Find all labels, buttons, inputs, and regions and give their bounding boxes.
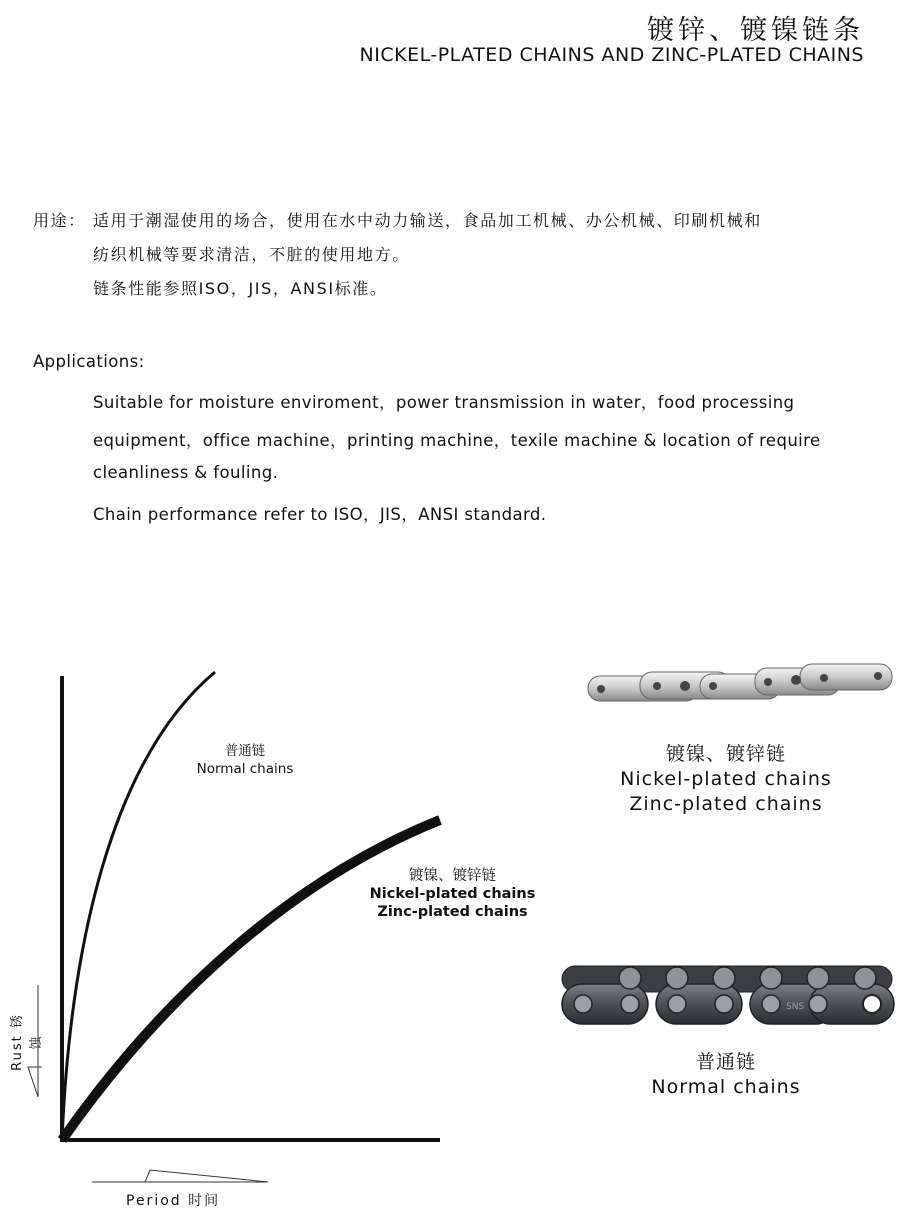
usage-label-cn: 用途： (33, 211, 86, 230)
applications-line-3: cleanliness & fouling. (93, 463, 279, 482)
usage-text-line-2: 纺织机械等要求清洁，不脏的使用地方。 (93, 245, 410, 264)
usage-text-line-1: 适用于潮湿使用的场合，使用在水中动力输送，食品加工机械、办公机械、印刷机械和 (93, 211, 762, 230)
page-title-en: NICKEL-PLATED CHAINS AND ZINC-PLATED CHAINS (359, 44, 864, 66)
plated-caption-en-1: Nickel-plated chains (620, 768, 832, 790)
x-axis-label: Period 时间 (126, 1193, 221, 1209)
applications-line-1: Suitable for moisture enviroment，power transmission in water，food processing (93, 393, 795, 412)
series-normal-label-en: Normal chains (196, 761, 294, 777)
series-normal-label-cn: 普通链 (224, 743, 266, 759)
y-axis-label: Rust 锈蚀 (10, 1013, 44, 1071)
series-plated-label-en-1: Nickel-plated chains (369, 886, 536, 902)
roller-chain-mark: SNS (786, 1002, 805, 1012)
plated-caption-cn: 镀镍、镀锌链 (665, 743, 786, 765)
normal-chain-caption (606, 1050, 846, 1100)
normal-caption-cn: 普通链 (695, 1051, 756, 1073)
series-plated-label-en-2: Zinc-plated chains (377, 904, 528, 920)
series-plated-label-cn: 镀镍、镀锌链 (409, 868, 496, 884)
plated-caption-en-2: Zinc-plated chains (629, 793, 823, 815)
page-title-cn: 镀锌、镀镍链条 (647, 15, 864, 46)
applications-line-4: Chain performance refer to ISO，JIS，ANSI standard. (93, 505, 547, 524)
normal-caption-en: Normal chains (651, 1076, 801, 1098)
applications-line-2: equipment，office machine，printing machine，texile machine & location of require (93, 431, 821, 450)
usage-text-line-3: 链条性能参照ISO，JIS，ANSI标准。 (93, 279, 388, 298)
applications-label: Applications: (33, 352, 145, 371)
